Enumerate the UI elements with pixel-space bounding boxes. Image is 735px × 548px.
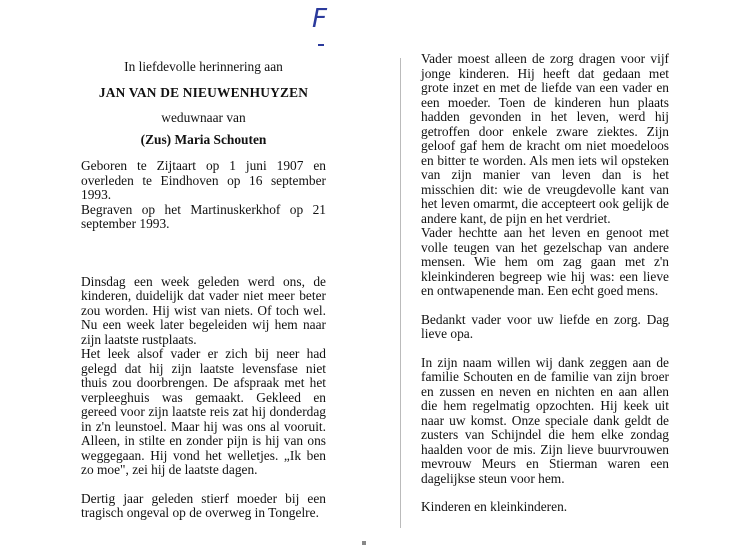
paragraph: Het leek alsof vader er zich bij neer had gelegd dat hij zijn laatste levensfase niet thuis zou doorbrengen. De afspraak met het verpleeghuis was gemaakt. Gekleed en gereed voor zijn laatste reis zat hij donderdag in z'n leunstoel. Maar hij was ons al vooruit. Alleen, in stilte en zonder pijn is hij van ons weggegaan. Hij vond het welletjes. „Ik ben zo moe", zei hij de laatste dagen. — [81, 346, 326, 477]
thanks-paragraph: Bedankt vader voor uw liefde en zorg. Dag lieve opa. — [421, 311, 669, 341]
intro-line: In liefdevolle herinnering aan — [124, 59, 283, 74]
paragraph: Vader moest alleen de zorg dragen voor vijf jonge kinderen. Hij heeft dat gedaan met grote inzet en met de liefde van een vader en een moeder. Toen de kinderen hun plaats hadden gevonden in het leven, werd hij getroffen door enkele zware ziektes. Zijn geloof gaf hem de kracht om niet moedeloos en bitter te worden. Als men iets wil opsteken van zijn manier van leven dan is het misschien dit: wie de vreugdevolle kant van het leven omarmt, die accepteert ook gelijk de andere kant, de pijn en het verdriet. — [421, 51, 669, 226]
left-column — [81, 60, 326, 521]
deceased-name: JAN VAN DE NIEUWENHUYZEN — [98, 84, 309, 100]
paragraph: Vader hechtte aan het leven en genoot met volle teugen van het gezelschap van andere mensen. Wie hem om zag gaan met z'n kleinkinderen begreep wie hij was: een lieve en ontwapenende man. Een echt goed mens. — [421, 225, 669, 298]
signature-line: Kinderen en kleinkinderen. — [421, 499, 568, 514]
right-column — [421, 52, 669, 515]
spouse-name: (Zus) Maria Schouten — [140, 131, 267, 147]
fold-line — [400, 58, 401, 528]
ink-dot — [318, 44, 324, 46]
paragraph: Dertig jaar geleden stierf moeder bij een tragisch ongeval op de overweg in Tongelre. — [81, 490, 326, 520]
birth-death-paragraph: Geboren te Zijtaart op 1 juni 1907 en overleden te Eindhoven op 16 september 1993. — [81, 158, 326, 202]
gratitude-paragraph: In zijn naam willen wij dank zeggen aan de familie Schouten en de familie van zijn broer en zussen en neven en nichten en aan allen die hem regelmatig opzochten. Hij keek uit naar uw komst. Onze speciale dank geldt de zusters van Schijndel die hem elke zondag haalden voor de mis. Zijn lieve buurvrouwen mevrouw Meurs en Stierman waren een dagelijkse steun voor hem. — [421, 354, 669, 486]
speck — [362, 541, 366, 545]
widower-line: weduwnaar van — [161, 110, 246, 125]
paragraph: Dinsdag een week geleden werd ons, de kinderen, duidelijk dat vader niet meer beter zou worden. Hij wist van niets. Of toch wel. Nu een week later begeleiden wij hem naar zijn laatste rustplaats. — [81, 273, 326, 347]
handwritten-mark: F — [312, 4, 327, 34]
burial-paragraph: Begraven op het Martinuskerkhof op 21 september 1993. — [81, 201, 326, 231]
